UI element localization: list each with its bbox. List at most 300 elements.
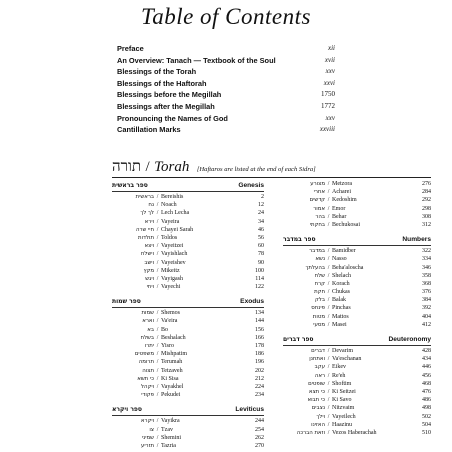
sidra-entry[interactable] — [112, 350, 264, 358]
sidra-english: Tazria — [161, 442, 176, 449]
slash-separator: / — [327, 380, 330, 387]
slash-separator: / — [327, 364, 330, 371]
sidra-page: 434 — [422, 356, 431, 363]
sidra-page: 24 — [258, 210, 264, 217]
slash-separator: / — [156, 367, 159, 374]
sidra-english: Balak — [332, 297, 346, 304]
sidra-entry[interactable] — [283, 347, 431, 355]
slash-separator: / — [156, 392, 159, 399]
sidra-page: 358 — [422, 272, 431, 279]
sidra-entry[interactable] — [283, 296, 431, 304]
sidra-hebrew: תזריע — [140, 442, 154, 449]
haftaros-note: [Haftaros are listed at the end of each Sidra] — [196, 166, 316, 173]
sidra-page: 404 — [422, 313, 431, 320]
slash-separator: / — [156, 359, 159, 366]
section-heading — [283, 334, 431, 345]
slash-separator: / — [327, 248, 330, 255]
sidra-english: Bamidber — [332, 248, 356, 255]
sidra-hebrew: כי תשא — [137, 375, 154, 382]
sidra-english: Mishpatim — [161, 351, 188, 358]
sidra-entry[interactable] — [112, 283, 264, 291]
sidra-hebrew: בחקתי — [309, 221, 325, 228]
sidra-english: Haazinu — [332, 421, 352, 428]
sidra-entry[interactable] — [112, 226, 264, 234]
sidra-hebrew: תרומה — [138, 359, 154, 366]
sidra-page: 498 — [422, 405, 431, 412]
sidra-entry[interactable] — [283, 280, 431, 288]
sidra-hebrew: אמור — [313, 205, 325, 212]
section-rule — [283, 345, 431, 346]
sidra-page: 292 — [422, 197, 431, 204]
toc-entry-page: xxv — [325, 67, 335, 76]
slash-separator: / — [156, 318, 159, 325]
heading-rule — [112, 177, 431, 178]
sidra-entry[interactable] — [283, 421, 431, 429]
sidra-hebrew: בראשית — [135, 194, 154, 200]
section-heading-english: Leviticus — [235, 406, 264, 414]
sidra-page: 196 — [255, 359, 264, 366]
slash-separator: / — [156, 434, 159, 441]
sidra-english: Eikev — [332, 364, 346, 371]
sidra-hebrew: בהעלתך — [305, 264, 325, 271]
sidra-entry[interactable] — [112, 391, 264, 399]
toc-entry-page: xxvi — [323, 78, 335, 87]
sidra-entry[interactable] — [283, 272, 431, 280]
slash-separator: / — [327, 213, 330, 220]
sidra-english: Mikeitz — [161, 267, 180, 274]
slash-separator: / — [156, 267, 159, 274]
sidra-english: Shemini — [161, 434, 182, 441]
sidra-page: 224 — [255, 383, 264, 390]
slash-separator: / — [327, 181, 330, 187]
sidra-page: 90 — [258, 259, 264, 266]
sidra-page: 12 — [258, 202, 264, 209]
slash-separator: / — [156, 234, 159, 241]
slash-separator: / — [156, 194, 159, 200]
sidra-page: 114 — [255, 275, 264, 282]
slash-separator: / — [327, 289, 330, 296]
sidra-hebrew: תולדות — [137, 234, 154, 241]
sidra-english: Vezos Haberachah — [332, 429, 377, 436]
sidra-english: Vayechi — [161, 284, 181, 291]
slash-separator: / — [327, 197, 330, 204]
section-heading-hebrew: ספר שמות — [112, 298, 141, 306]
slash-separator: / — [156, 418, 159, 425]
sidra-english: Vayishlach — [161, 251, 188, 258]
sidra-english: Pekudei — [161, 392, 181, 399]
sidra-hebrew: בלק — [314, 297, 325, 304]
sidra-english: Va'eschanan — [332, 356, 362, 363]
sidra-entry[interactable] — [283, 363, 431, 371]
sidra-english: Nasso — [332, 256, 347, 263]
sidra-entry[interactable] — [112, 267, 264, 275]
sidra-page: 186 — [255, 351, 264, 358]
sidra-entry[interactable] — [283, 213, 431, 221]
sidra-entry[interactable] — [112, 375, 264, 383]
torah-heading-separator: / — [145, 159, 150, 175]
sidra-page: 392 — [422, 305, 431, 312]
section-rule — [283, 245, 431, 246]
section-heading-english: Numbers — [402, 236, 431, 244]
sidra-english: Masei — [332, 321, 347, 328]
sidra-hebrew: לך לך — [140, 210, 154, 217]
slash-separator: / — [156, 251, 159, 258]
slash-separator: / — [156, 326, 159, 333]
sidra-english: Kedoshim — [332, 197, 357, 204]
sidra-english: Ki Sisa — [161, 375, 179, 382]
sidra-hebrew: נשא — [315, 256, 325, 263]
sidra-hebrew: חיי שרה — [135, 226, 154, 233]
slash-separator: / — [156, 351, 159, 358]
sidra-page: 2 — [261, 194, 264, 200]
slash-separator: / — [156, 259, 159, 266]
sidra-entry[interactable] — [283, 404, 431, 412]
toc-entry-label: Blessings before the Megillah — [117, 90, 222, 100]
toc-entry-label: Preface — [117, 44, 144, 53]
sidra-hebrew: משפטים — [134, 351, 154, 358]
sidra-hebrew: קרח — [314, 280, 325, 287]
sidra-page: 486 — [422, 397, 431, 404]
sidra-hebrew: וארא — [142, 318, 154, 325]
toc-entry[interactable] — [117, 78, 335, 90]
sidra-entry[interactable] — [112, 442, 264, 450]
sidra-entry[interactable] — [112, 309, 264, 317]
sidra-english: Nitzvaim — [332, 405, 355, 412]
sidra-english: Devarim — [332, 348, 353, 354]
sidra-hebrew: בשלח — [140, 334, 154, 341]
sidra-entry[interactable] — [283, 355, 431, 363]
sidra-entry[interactable] — [283, 196, 431, 204]
sidra-hebrew: אחרי — [313, 189, 325, 196]
sidra-english: Vayeitzei — [161, 243, 184, 250]
sidra-hebrew: בהר — [315, 213, 325, 220]
toc-entry-label: Blessings after the Megillah — [117, 101, 215, 111]
toc-entry-page: xxv — [325, 113, 335, 122]
slash-separator: / — [327, 205, 330, 212]
sidra-entry[interactable] — [112, 275, 264, 283]
slash-separator: / — [327, 221, 330, 228]
sidra-entry[interactable] — [283, 188, 431, 196]
sidra-page: 502 — [422, 413, 431, 420]
sidra-page: 298 — [422, 205, 431, 212]
sidra-hebrew: נצבים — [311, 405, 325, 412]
toc-entry[interactable] — [117, 55, 335, 67]
sidra-entry[interactable] — [283, 264, 431, 272]
sidra-entry[interactable] — [283, 221, 431, 229]
sidra-page: 212 — [255, 375, 264, 382]
sidra-english: Vayeishev — [161, 259, 186, 266]
sidra-entry[interactable] — [112, 334, 264, 342]
sidra-entry[interactable] — [112, 434, 264, 442]
sidra-english: Vayakhel — [161, 383, 184, 390]
sidra-hebrew: חקת — [314, 289, 325, 296]
slash-separator: / — [156, 442, 159, 449]
slash-separator: / — [327, 264, 330, 271]
sidra-hebrew: בא — [147, 326, 154, 333]
sidra-page: 322 — [422, 248, 431, 255]
sidra-entry[interactable] — [112, 417, 264, 425]
sidra-hebrew: כי תבוא — [307, 397, 325, 404]
toc-entry[interactable] — [117, 101, 335, 113]
sidra-english: Re'eh — [332, 372, 346, 379]
toc-entry-label: Cantillation Marks — [117, 125, 181, 135]
sidra-page: 202 — [255, 367, 264, 374]
sidra-hebrew: שופטים — [308, 380, 325, 387]
sidra-english: Shelach — [332, 272, 351, 279]
slash-separator: / — [327, 313, 330, 320]
sidra-english: Vayeilech — [332, 413, 356, 420]
sidra-entry[interactable] — [112, 193, 264, 201]
sidra-english: Vayigash — [161, 275, 183, 282]
sidra-entry[interactable] — [112, 326, 264, 334]
toc-entry[interactable] — [117, 124, 335, 136]
sidra-page: 368 — [422, 280, 431, 287]
section-heading — [112, 180, 264, 191]
sidra-entry[interactable] — [112, 242, 264, 250]
toc-entry[interactable] — [117, 66, 335, 78]
slash-separator: / — [156, 275, 159, 282]
sidra-english: Chukas — [332, 289, 350, 296]
sidra-english: Bechukosai — [332, 221, 360, 228]
section-heading-english: Exodus — [240, 298, 264, 306]
sidra-page: 254 — [255, 426, 264, 433]
sidra-english: Chayei Sarah — [161, 226, 194, 233]
sidra-entry[interactable] — [283, 288, 431, 296]
sidra-english: Acharei — [332, 189, 351, 196]
toc-entry-label: Blessings of the Haftorah — [117, 78, 207, 88]
sidra-page: 308 — [422, 213, 431, 220]
sidra-hebrew: נח — [148, 202, 154, 209]
sidra-english: Ki Seitzei — [332, 388, 356, 395]
slash-separator: / — [156, 343, 159, 349]
sidra-page: 276 — [422, 181, 431, 187]
toc-entry[interactable] — [117, 89, 335, 101]
sidra-page: 122 — [255, 284, 264, 291]
section-heading — [283, 234, 431, 245]
torah-heading — [112, 157, 432, 177]
sidra-hebrew: ויקהל — [140, 383, 154, 390]
slash-separator: / — [156, 426, 159, 433]
sidra-english: Shoftim — [332, 380, 352, 387]
slash-separator: / — [327, 429, 330, 436]
front-matter-list — [117, 43, 335, 136]
sidra-entry[interactable] — [112, 201, 264, 209]
sidra-entry[interactable] — [112, 317, 264, 325]
sidra-entry[interactable] — [283, 180, 431, 188]
slash-separator: / — [327, 256, 330, 263]
sidra-page: 56 — [258, 234, 264, 241]
sidra-hebrew: ראה — [314, 372, 325, 379]
sidra-english: Beha'aloscha — [332, 264, 364, 271]
sidra-entry[interactable] — [112, 209, 264, 217]
sidra-hebrew: ויצא — [144, 243, 154, 250]
slash-separator: / — [327, 280, 330, 287]
sidra-entry[interactable] — [112, 218, 264, 226]
sidra-hebrew: צו — [149, 426, 154, 433]
slash-separator: / — [156, 202, 159, 209]
sidra-entry[interactable] — [112, 234, 264, 242]
sidra-page: 78 — [258, 251, 264, 258]
slash-separator: / — [327, 297, 330, 304]
sidra-entry[interactable] — [112, 358, 264, 366]
sidra-hebrew: מקץ — [143, 267, 154, 274]
slash-separator: / — [327, 405, 330, 412]
sidra-entry[interactable] — [112, 383, 264, 391]
sidra-page: 428 — [422, 348, 431, 354]
sidra-hebrew: וישלח — [140, 251, 154, 258]
sidra-hebrew: ויחי — [146, 284, 154, 291]
section-rule — [112, 415, 264, 416]
sidra-entry[interactable] — [283, 380, 431, 388]
slash-separator: / — [156, 383, 159, 390]
toc-entry[interactable] — [117, 43, 335, 55]
sidra-page: 456 — [422, 372, 431, 379]
sidra-entry[interactable] — [283, 321, 431, 329]
sidra-english: Korach — [332, 280, 350, 287]
sidra-page: 312 — [422, 221, 431, 228]
sidra-hebrew: פינחס — [311, 305, 325, 312]
sidra-page: 134 — [255, 310, 264, 317]
sidra-entry[interactable] — [283, 388, 431, 396]
left-column — [112, 180, 264, 450]
sidra-hebrew: וישב — [144, 259, 154, 266]
sidra-hebrew: מסעי — [313, 321, 325, 328]
sidra-english: Toldos — [161, 234, 178, 241]
torah-heading-hebrew: תורה — [112, 157, 141, 175]
toc-entry[interactable] — [117, 113, 335, 125]
sidra-hebrew: מטות — [312, 313, 325, 320]
sidra-hebrew: האזינו — [311, 421, 325, 428]
slash-separator: / — [327, 388, 330, 395]
sidra-entry[interactable] — [112, 342, 264, 350]
sidra-hebrew: תצוה — [142, 367, 154, 374]
sidra-page: 234 — [255, 392, 264, 399]
sidra-page: 46 — [258, 226, 264, 233]
sidra-entry[interactable] — [112, 426, 264, 434]
sidra-page: 144 — [255, 318, 264, 325]
sidra-hebrew: פקודי — [141, 392, 154, 399]
slash-separator: / — [327, 272, 330, 279]
sidra-english: Ki Savo — [332, 397, 352, 404]
right-column — [283, 180, 431, 437]
sidra-entry[interactable] — [112, 250, 264, 258]
section-heading-english: Deuteronomy — [388, 336, 431, 343]
slash-separator: / — [156, 375, 159, 382]
sidra-entry[interactable] — [283, 247, 431, 255]
sidra-hebrew: ויקרא — [140, 418, 154, 425]
sidra-hebrew: שמיני — [141, 434, 154, 441]
sidra-english: Tetzaveh — [161, 367, 183, 374]
sidra-page: 476 — [422, 388, 431, 395]
slash-separator: / — [327, 413, 330, 420]
toc-entry-page: xii — [328, 44, 335, 52]
sidra-hebrew: עקב — [314, 364, 325, 371]
sidra-hebrew: וילך — [316, 413, 325, 420]
sidra-entry[interactable] — [283, 313, 431, 321]
sidra-entry[interactable] — [283, 205, 431, 213]
sidra-page: 412 — [422, 321, 431, 328]
sidra-page: 60 — [258, 243, 264, 250]
sidra-hebrew: וזאת הברכה — [296, 429, 325, 436]
sidra-english: Terumah — [161, 359, 183, 366]
sidra-page: 468 — [422, 380, 431, 387]
sidra-page: 100 — [255, 267, 264, 274]
sidra-entry[interactable] — [283, 429, 431, 437]
sidra-english: Va'eira — [161, 318, 178, 325]
sidra-english: Vayeira — [161, 218, 180, 225]
sidra-hebrew: במדבר — [309, 248, 325, 255]
sidra-english: Vayikra — [161, 418, 180, 425]
section-heading-hebrew: ספר דברים — [283, 336, 314, 343]
sidra-page: 34 — [258, 218, 264, 225]
page-title: Table of Contents — [141, 4, 311, 29]
sidra-entry[interactable] — [283, 413, 431, 421]
slash-separator: / — [156, 334, 159, 341]
slash-separator: / — [327, 397, 330, 404]
sidra-hebrew: דברים — [311, 348, 325, 354]
sidra-page: 504 — [422, 421, 431, 428]
sidra-entry[interactable] — [112, 259, 264, 267]
sidra-english: Lech Lecha — [161, 210, 190, 217]
section-heading-hebrew: ספר במדבר — [283, 236, 316, 244]
sidra-page: 384 — [422, 297, 431, 304]
sidra-entry[interactable] — [283, 304, 431, 312]
sidra-hebrew: מצורע — [310, 181, 325, 187]
sidra-entry[interactable] — [112, 367, 264, 375]
sidra-entry[interactable] — [283, 396, 431, 404]
sidra-hebrew: יתרו — [144, 343, 154, 349]
sidra-page: 376 — [422, 289, 431, 296]
slash-separator: / — [327, 372, 330, 379]
sidra-entry[interactable] — [283, 255, 431, 263]
toc-entry-page: 1772 — [321, 101, 335, 110]
toc-entry-page: xxviii — [319, 125, 335, 134]
toc-entry-page: xvii — [324, 55, 335, 64]
sidra-page: 346 — [422, 264, 431, 271]
sidra-page: 166 — [255, 334, 264, 341]
slash-separator: / — [156, 284, 159, 291]
slash-separator: / — [327, 189, 330, 196]
sidra-page: 244 — [255, 418, 264, 425]
sidra-page: 156 — [255, 326, 264, 333]
section-heading — [112, 296, 264, 307]
section-heading-hebrew: ספר ויקרא — [112, 406, 142, 414]
torah-heading-english: Torah — [154, 159, 190, 175]
sidra-hebrew: שמות — [141, 310, 154, 317]
section-heading-english: Genesis — [238, 182, 264, 189]
slash-separator: / — [327, 321, 330, 328]
slash-separator: / — [156, 226, 159, 233]
section-heading-hebrew: ספר בראשית — [112, 182, 148, 189]
sidra-page: 270 — [255, 442, 264, 449]
sidra-english: Yisro — [161, 343, 175, 349]
slash-separator: / — [327, 305, 330, 312]
slash-separator: / — [327, 356, 330, 363]
sidra-page: 446 — [422, 364, 431, 371]
sidra-page: 510 — [422, 429, 431, 436]
sidra-page: 334 — [422, 256, 431, 263]
sidra-hebrew: ואתחנן — [309, 356, 325, 363]
slash-separator: / — [156, 310, 159, 317]
sidra-english: Emor — [332, 205, 346, 212]
toc-entry-label: Pronouncing the Names of God — [117, 113, 228, 123]
sidra-entry[interactable] — [283, 372, 431, 380]
toc-entry-label: An Overview: Tanach — Textbook of the Soul — [117, 55, 276, 65]
sidra-english: Metzora — [332, 181, 352, 187]
sidra-english: Mattos — [332, 313, 349, 320]
section-rule — [112, 191, 264, 192]
sidra-english: Beshalach — [161, 334, 186, 341]
